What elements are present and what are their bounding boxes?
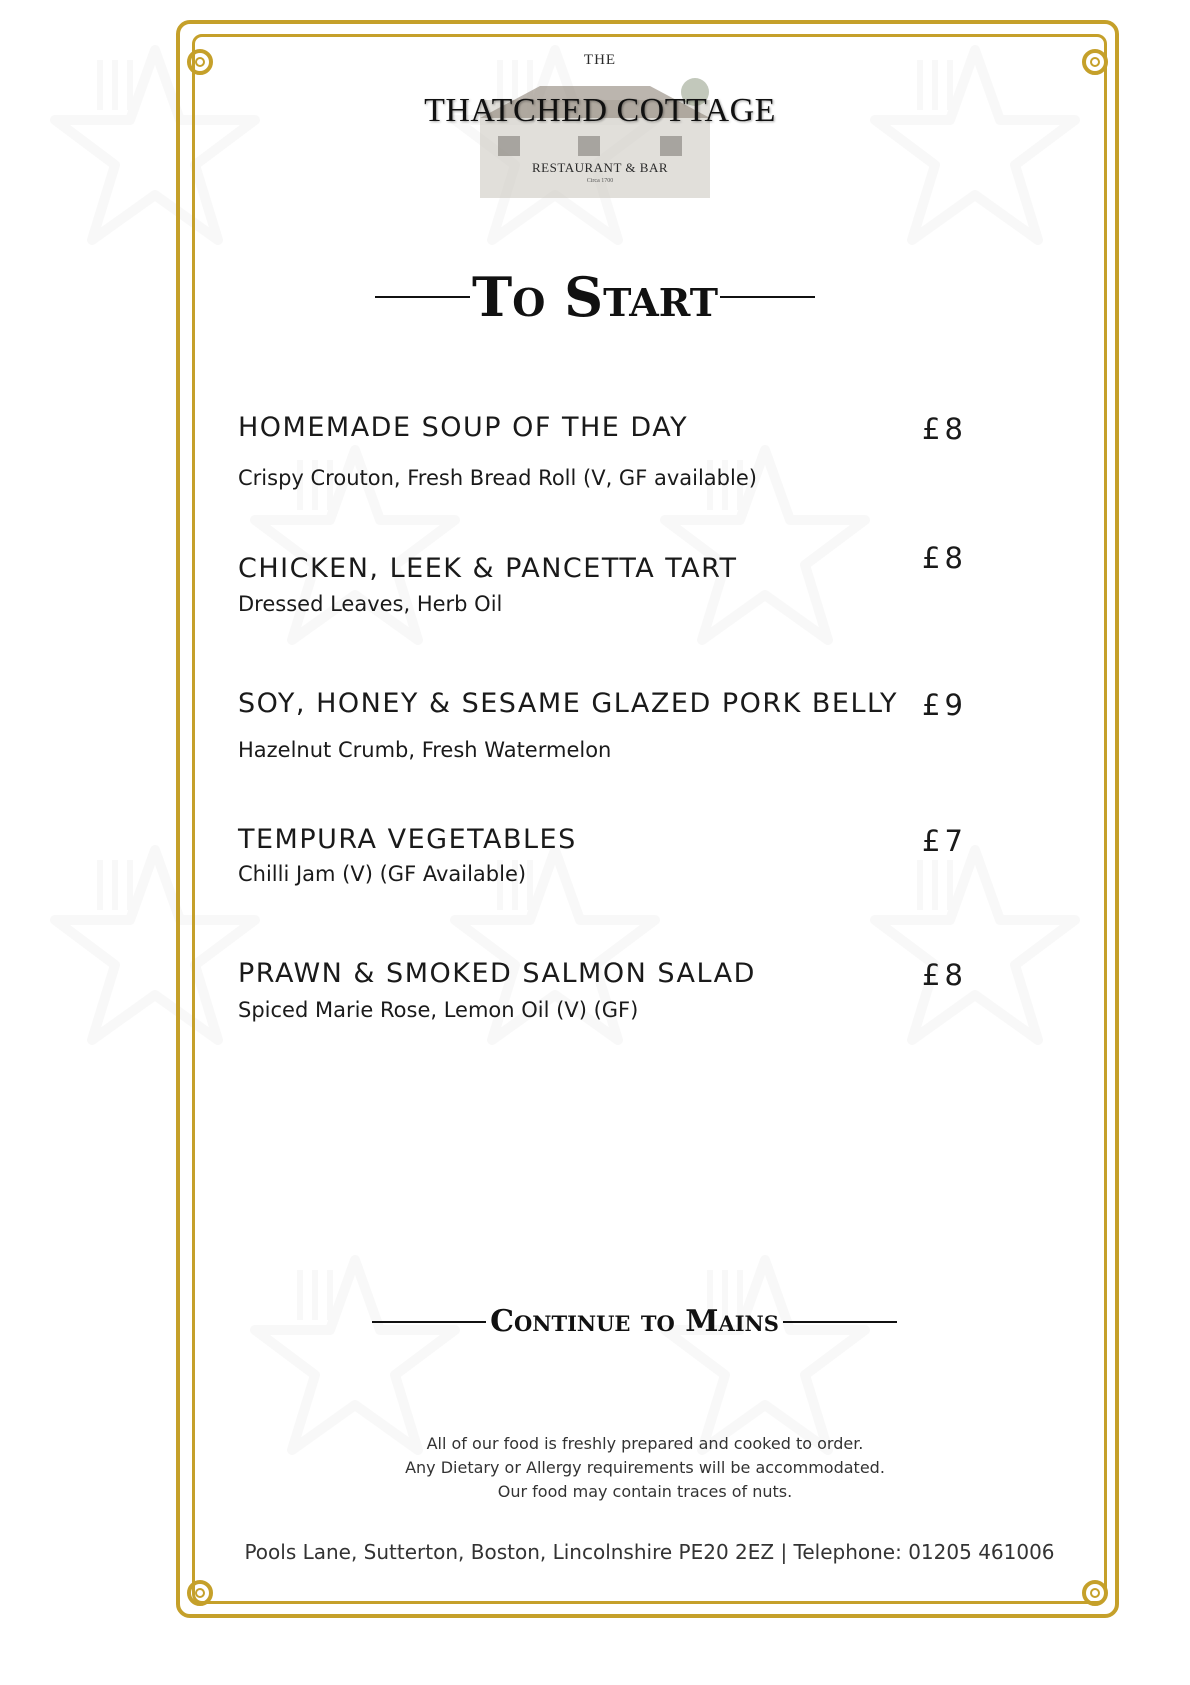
menu-item-description: Spiced Marie Rose, Lemon Oil (V) (GF) bbox=[238, 998, 639, 1022]
corner-ornament-icon bbox=[183, 1576, 217, 1610]
menu-item bbox=[238, 541, 978, 621]
menu-item-description: Dressed Leaves, Herb Oil bbox=[238, 592, 503, 616]
logo-established: Circa 1700 bbox=[586, 178, 614, 184]
menu-item-price: £7 bbox=[922, 824, 967, 858]
footer-address: Pools Lane, Sutterton, Boston, Lincolnshire PE20 2EZ | Telephone: 01205 461006 bbox=[244, 1540, 1055, 1564]
menu-item-description: Hazelnut Crumb, Fresh Watermelon bbox=[238, 738, 612, 762]
menu-item bbox=[238, 688, 978, 768]
menu-item-name: HOMEMADE SOUP OF THE DAY bbox=[238, 412, 689, 443]
section-title: To Start bbox=[472, 265, 718, 329]
section-heading bbox=[375, 262, 815, 332]
menu-item bbox=[238, 958, 978, 1028]
logo-subtitle: RESTAURANT & BAR bbox=[531, 160, 668, 175]
restaurant-logo bbox=[410, 48, 790, 198]
menu-item-description: Chilli Jam (V) (GF Available) bbox=[238, 862, 527, 886]
menu-item-name: PRAWN & SMOKED SALMON SALAD bbox=[238, 958, 756, 989]
corner-ornament-icon bbox=[183, 45, 217, 79]
menu-item-name: CHICKEN, LEEK & PANCETTA TART bbox=[238, 553, 738, 584]
menu-item bbox=[238, 412, 978, 492]
continue-rule-left bbox=[372, 1321, 486, 1323]
corner-ornament-icon bbox=[1078, 1576, 1112, 1610]
footer-note: All of our food is freshly prepared and cooked to order. bbox=[426, 1434, 864, 1453]
menu-item-price: £8 bbox=[922, 412, 967, 446]
menu-item bbox=[238, 824, 978, 894]
logo-the: THE bbox=[583, 52, 617, 68]
menu-item-name: SOY, HONEY & SESAME GLAZED PORK BELLY bbox=[238, 688, 898, 719]
heading-rule-right bbox=[720, 296, 815, 298]
footer-note: Our food may contain traces of nuts. bbox=[497, 1482, 793, 1501]
continue-label: Continue to Mains bbox=[490, 1304, 779, 1339]
corner-ornament-icon bbox=[1078, 45, 1112, 79]
heading-rule-left bbox=[375, 296, 470, 298]
continue-to-mains-link[interactable] bbox=[372, 1302, 897, 1342]
menu-item-name: TEMPURA VEGETABLES bbox=[238, 824, 577, 855]
continue-rule-right bbox=[783, 1321, 897, 1323]
footer-notes bbox=[300, 1432, 990, 1504]
menu-item-price: £8 bbox=[922, 958, 967, 992]
logo-name: THATCHED COTTAGE bbox=[424, 92, 776, 129]
menu-item-description: Crispy Crouton, Fresh Bread Roll (V, GF available) bbox=[238, 466, 757, 490]
footer-note: Any Dietary or Allergy requirements will be accommodated. bbox=[405, 1458, 885, 1477]
menu-item-price: £8 bbox=[922, 541, 967, 575]
menu-item-price: £9 bbox=[922, 688, 967, 722]
